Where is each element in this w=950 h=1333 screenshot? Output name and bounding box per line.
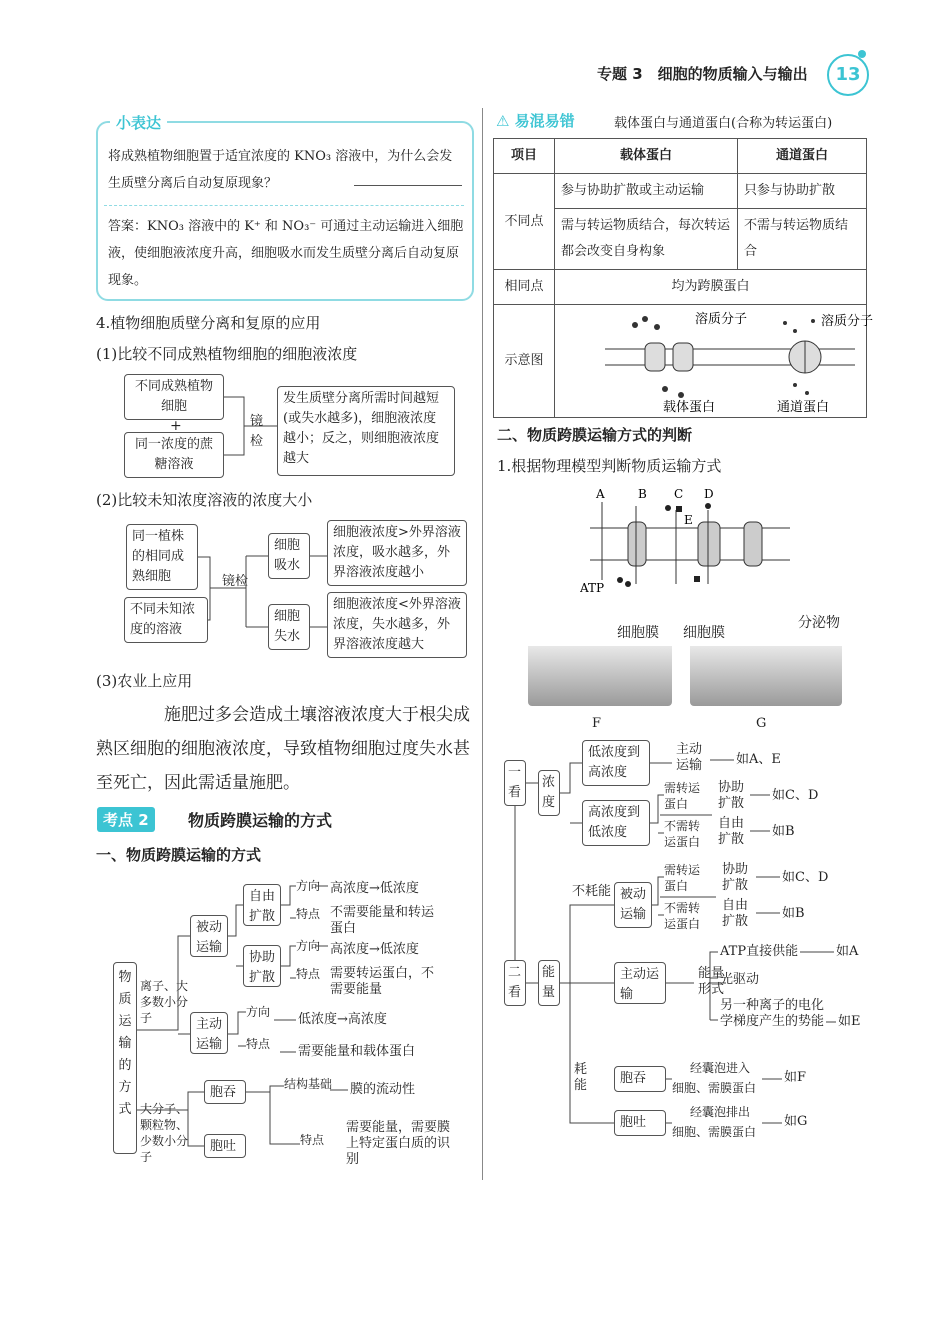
j-guang: 光驱动 bbox=[720, 972, 760, 987]
p1-baotun: 胞吞 bbox=[204, 1080, 246, 1104]
j-xiezhu: 协助扩散 bbox=[718, 780, 745, 811]
s2-r2: 细胞液浓度<外界溶液浓度，失水越多，外界溶液浓度越大 bbox=[327, 592, 467, 658]
j-chu2: 细胞、需膜蛋白 bbox=[672, 1125, 757, 1139]
j-need: 需转运蛋白 bbox=[664, 781, 701, 811]
xiaobiaoda-answer: 答案：KNO₃ 溶液中的 K⁺ 和 NO₃⁻ 可通过主动运输进入细胞液，使细胞液浓度升高，细胞吸水而发生质壁分离后自动复原现象。 bbox=[108, 219, 464, 288]
s2-down: 细胞失水 bbox=[268, 604, 310, 650]
j-baotu: 胞吐 bbox=[614, 1110, 666, 1136]
j-nlform: 能量形式 bbox=[698, 966, 725, 997]
j-zhudong: 主动运输 bbox=[676, 742, 703, 773]
carrier-caption: 载体蛋白 bbox=[663, 400, 716, 415]
j-jin: 经囊泡进入 bbox=[690, 1061, 751, 1075]
label-G: G bbox=[756, 716, 767, 731]
p1-tedian2: 特点 bbox=[300, 1133, 325, 1147]
j-ziyou2: 自由扩散 bbox=[722, 898, 749, 929]
j-zhudong2: 主动运输 bbox=[614, 962, 666, 1004]
header-title: 专题 3 细胞的物质输入与输出 bbox=[597, 65, 808, 83]
j-ruA: 如A、E bbox=[736, 752, 781, 767]
s1-plus: + bbox=[170, 418, 182, 434]
td-diagram bbox=[555, 305, 874, 418]
j-ruB: 如B bbox=[772, 824, 795, 839]
p1-fx2: 方向 bbox=[296, 939, 321, 953]
j-ruE: 如E bbox=[838, 1014, 861, 1029]
j-xiezhu2: 协助扩散 bbox=[722, 862, 749, 893]
label-B: B bbox=[638, 487, 647, 501]
p1-zhudong: 主动运输 bbox=[190, 1012, 228, 1054]
kaodian-title: 物质跨膜运输的方式 bbox=[188, 811, 333, 830]
membrane-model bbox=[580, 484, 800, 600]
s2-up: 细胞吸水 bbox=[268, 533, 310, 579]
secretion-label: 分泌物 bbox=[798, 615, 840, 631]
td-same: 相同点 bbox=[494, 270, 555, 305]
part2-s1: 1.根据物理模型判断物质运输方式 bbox=[497, 457, 722, 475]
yihun-title: 载体蛋白与通道蛋白(合称为转运蛋白) bbox=[614, 116, 833, 131]
channel-caption: 通道蛋白 bbox=[777, 400, 830, 415]
j-chu: 经囊泡排出 bbox=[690, 1105, 751, 1119]
s2-box1: 同一植株的相同成熟细胞 bbox=[126, 524, 198, 590]
j-haoneng: 耗能 bbox=[574, 1062, 588, 1093]
j-atp: ATP直接供能 bbox=[720, 944, 799, 959]
s2-r1: 细胞液浓度>外界溶液浓度，吸水越多，外界溶液浓度越小 bbox=[327, 520, 467, 586]
p1-xiezhu: 协助扩散 bbox=[243, 945, 281, 987]
p1-b2: 大分子、颗粒物、少数小分子 bbox=[140, 1102, 189, 1164]
p1-zy-dir: 高浓度→低浓度 bbox=[330, 881, 419, 896]
xiaobiaoda-tag: 小表达 bbox=[110, 112, 167, 133]
p1-td3: 特点 bbox=[246, 1037, 271, 1051]
solute-label-2: 溶质分子 bbox=[821, 314, 874, 329]
exocytosis-image bbox=[690, 646, 842, 706]
cellmem-label-2: 细胞膜 bbox=[683, 625, 725, 641]
j-buhaoneng: 不耗能 bbox=[572, 884, 612, 899]
sec4-s2: (2)比较未知浓度溶液的浓度大小 bbox=[96, 491, 313, 509]
td-r1-carrier: 参与协助扩散或主动运输 bbox=[555, 174, 738, 209]
j-high-low: 高浓度到低浓度 bbox=[582, 800, 650, 846]
part2-title: 二、物质跨膜运输方式的判断 bbox=[497, 426, 693, 444]
j-yikan: 一看 bbox=[504, 760, 526, 806]
p1-liudong: 膜的流动性 bbox=[350, 1082, 416, 1097]
label-C: C bbox=[674, 487, 684, 501]
p1-fx1: 方向 bbox=[296, 879, 321, 893]
s1-box2: 同一浓度的蔗糖溶液 bbox=[124, 432, 224, 478]
j-ion: 另一种离子的电化学梯度产生的势能 bbox=[720, 998, 825, 1029]
protein-diagram bbox=[585, 305, 885, 415]
p1-zd-feat: 需要能量和载体蛋白 bbox=[298, 1044, 416, 1059]
j-need2: 需转运蛋白 bbox=[664, 863, 701, 893]
endocytosis-image bbox=[528, 646, 672, 706]
label-E: E bbox=[684, 513, 693, 527]
td-shiyi: 示意图 bbox=[494, 305, 555, 418]
label-F: F bbox=[592, 716, 602, 731]
s2-box2: 不同未知浓度的溶液 bbox=[124, 597, 208, 643]
sec4-title: 4.植物细胞质壁分离和复原的应用 bbox=[96, 314, 321, 332]
sec4-s1: (1)比较不同成熟植物细胞的细胞液浓度 bbox=[96, 345, 358, 363]
compare-table bbox=[493, 138, 874, 418]
j-low-high: 低浓度到高浓度 bbox=[582, 740, 650, 786]
cellmem-label-1: 细胞膜 bbox=[617, 625, 659, 641]
j-noneed2: 不需转运蛋白 bbox=[664, 901, 701, 931]
j-nongdu: 浓度 bbox=[538, 770, 560, 816]
p1-root: 物质运输的方式 bbox=[113, 962, 137, 1154]
p1-fx3: 方向 bbox=[246, 1005, 271, 1019]
sec4-s3: (3)农业上应用 bbox=[96, 672, 193, 690]
j-noneed: 不需转运蛋白 bbox=[664, 819, 701, 849]
column-divider bbox=[482, 108, 483, 1180]
s1-box1: 不同成熟植物细胞 bbox=[124, 374, 224, 420]
j-erkan: 二看 bbox=[504, 960, 526, 1006]
j-ruF: 如F bbox=[784, 1070, 807, 1085]
s1-mid: 镜检 bbox=[250, 414, 264, 449]
p1-beidong: 被动运输 bbox=[190, 915, 228, 957]
j-beidong: 被动运输 bbox=[614, 882, 652, 928]
j-ruCD: 如C、D bbox=[772, 788, 819, 803]
j-jin2: 细胞、需膜蛋白 bbox=[672, 1081, 757, 1095]
p1-baotu: 胞吐 bbox=[204, 1134, 246, 1158]
table-row bbox=[494, 270, 867, 305]
label-D: D bbox=[704, 487, 714, 501]
td-same-v: 均为跨膜蛋白 bbox=[555, 270, 867, 305]
s2-mid: 镜检 bbox=[222, 574, 249, 589]
xiaobiaoda-separator bbox=[104, 205, 464, 206]
answer-blank bbox=[354, 185, 462, 186]
yihun-tag: ⚠ 易混易错 bbox=[496, 112, 575, 130]
p1-jiegou: 结构基础 bbox=[284, 1077, 333, 1091]
p1-zy-feat: 不需要能量和转运蛋白 bbox=[330, 905, 435, 936]
th-item: 项目 bbox=[494, 139, 555, 174]
p1-zd-dir: 低浓度→高浓度 bbox=[298, 1012, 387, 1027]
table-row bbox=[494, 305, 867, 418]
page-number: 13 bbox=[827, 54, 869, 96]
p1-ziyou: 自由扩散 bbox=[243, 884, 281, 926]
yihun-tag-text: 易混易错 bbox=[514, 112, 575, 130]
table-row bbox=[494, 139, 867, 174]
p1-td2: 特点 bbox=[296, 967, 321, 981]
table-row bbox=[494, 174, 867, 209]
j-ruG: 如G bbox=[784, 1114, 808, 1129]
j-ruB2: 如B bbox=[782, 906, 805, 921]
kaodian-tag bbox=[97, 807, 155, 832]
sec4-s3-text: 施肥过多会造成土壤溶液浓度大于根尖成熟区细胞的细胞液浓度，导致植物细胞过度失水甚至死亡，因此需适量施肥。 bbox=[96, 705, 470, 793]
p1-b1: 离子、大多数小分子 bbox=[140, 979, 189, 1025]
td-r1-channel: 只参与协助扩散 bbox=[738, 174, 867, 209]
xiaobiaoda-question: 将成熟植物细胞置于适宜浓度的 KNO₃ 溶液中，为什么会发生质壁分离后自动复原现象？ bbox=[108, 149, 453, 191]
s1-box3: 发生质壁分离所需时间越短(或失水越多)，细胞液浓度越小；反之，则细胞液浓度越大 bbox=[277, 386, 455, 476]
td-r2-carrier: 需与转运物质结合，每次转运都会改变自身构象 bbox=[555, 209, 738, 270]
p1-xz-feat: 需要转运蛋白，不需要能量 bbox=[330, 966, 435, 997]
p1-xz-dir: 高浓度→低浓度 bbox=[330, 942, 419, 957]
j-baotun: 胞吞 bbox=[614, 1066, 666, 1092]
th-channel: 通道蛋白 bbox=[738, 139, 867, 174]
p1-td1: 特点 bbox=[296, 907, 321, 921]
page-dot bbox=[858, 50, 866, 58]
part1-title: 一、物质跨膜运输的方式 bbox=[96, 846, 262, 864]
j-ruA2: 如A bbox=[836, 944, 859, 959]
j-nengliang: 能量 bbox=[538, 960, 560, 1006]
solute-label-1: 溶质分子 bbox=[695, 312, 748, 327]
td-r2-channel: 不需与转运物质结合 bbox=[738, 209, 867, 270]
j-ruCD2: 如C、D bbox=[782, 870, 829, 885]
label-ATP: ATP bbox=[580, 581, 605, 595]
kaodian-num: 2 bbox=[138, 811, 149, 829]
label-A: A bbox=[596, 487, 605, 501]
j-ziyou: 自由扩散 bbox=[718, 816, 745, 847]
p1-bt-feat: 需要能量，需要膜上特定蛋白质的识别 bbox=[346, 1120, 451, 1167]
kaodian-label: 考点 bbox=[103, 811, 134, 829]
td-diff: 不同点 bbox=[494, 174, 555, 270]
th-carrier: 载体蛋白 bbox=[555, 139, 738, 174]
